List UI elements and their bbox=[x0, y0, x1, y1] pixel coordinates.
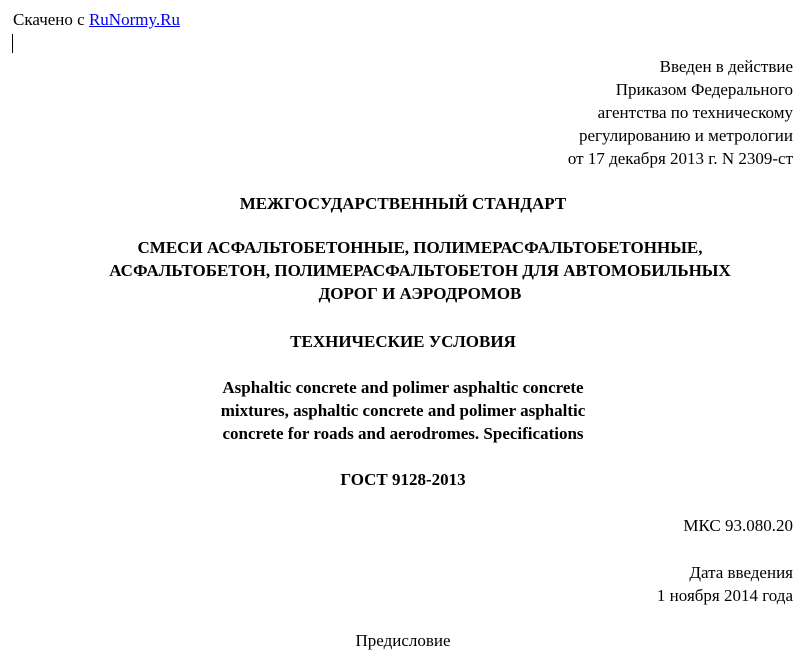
title-line: СМЕСИ АСФАЛЬТОБЕТОННЫЕ, ПОЛИМЕРАСФАЛЬТОБЕТОННЫЕ, bbox=[137, 238, 703, 257]
english-title-line: mixtures, asphaltic concrete and polimer asphaltic bbox=[220, 401, 586, 420]
text-cursor bbox=[12, 34, 13, 53]
english-title bbox=[180, 376, 626, 445]
title-line: АСФАЛЬТОБЕТОН, ПОЛИМЕРАСФАЛЬТОБЕТОН ДЛЯ АВТОМОБИЛЬНЫХ bbox=[109, 261, 731, 280]
standard-type-heading: МЕЖГОСУДАРСТВЕННЫЙ СТАНДАРТ bbox=[239, 194, 567, 213]
enactment-line: агентства по техническому bbox=[597, 103, 793, 122]
runormy-link[interactable]: RuNormy.Ru bbox=[88, 10, 180, 29]
foreword-heading: Предисловие bbox=[355, 631, 451, 650]
source-line bbox=[13, 9, 180, 31]
enactment-line: Приказом Федерального bbox=[615, 80, 793, 99]
introduction-date-value: 1 ноября 2014 года bbox=[656, 586, 793, 605]
english-title-line: Asphaltic concrete and polimer asphaltic concrete bbox=[222, 378, 584, 397]
enactment-line: от 17 декабря 2013 г. N 2309-ст bbox=[567, 149, 793, 168]
introduction-date-label: Дата введения bbox=[689, 563, 793, 582]
gost-code: ГОСТ 9128-2013 bbox=[340, 470, 466, 489]
document-title bbox=[40, 236, 799, 305]
enactment-line: Введен в действие bbox=[659, 57, 793, 76]
title-line: ДОРОГ И АЭРОДРОМОВ bbox=[318, 284, 522, 303]
document-subtitle: ТЕХНИЧЕСКИЕ УСЛОВИЯ bbox=[290, 332, 516, 351]
introduction-date bbox=[657, 561, 793, 607]
source-prefix: Скачено с bbox=[13, 10, 89, 29]
mks-code: МКС 93.080.20 bbox=[683, 516, 793, 535]
english-title-line: concrete for roads and aerodromes. Specifications bbox=[222, 424, 584, 443]
enactment-block bbox=[568, 55, 793, 170]
enactment-line: регулированию и метрологии bbox=[578, 126, 793, 145]
